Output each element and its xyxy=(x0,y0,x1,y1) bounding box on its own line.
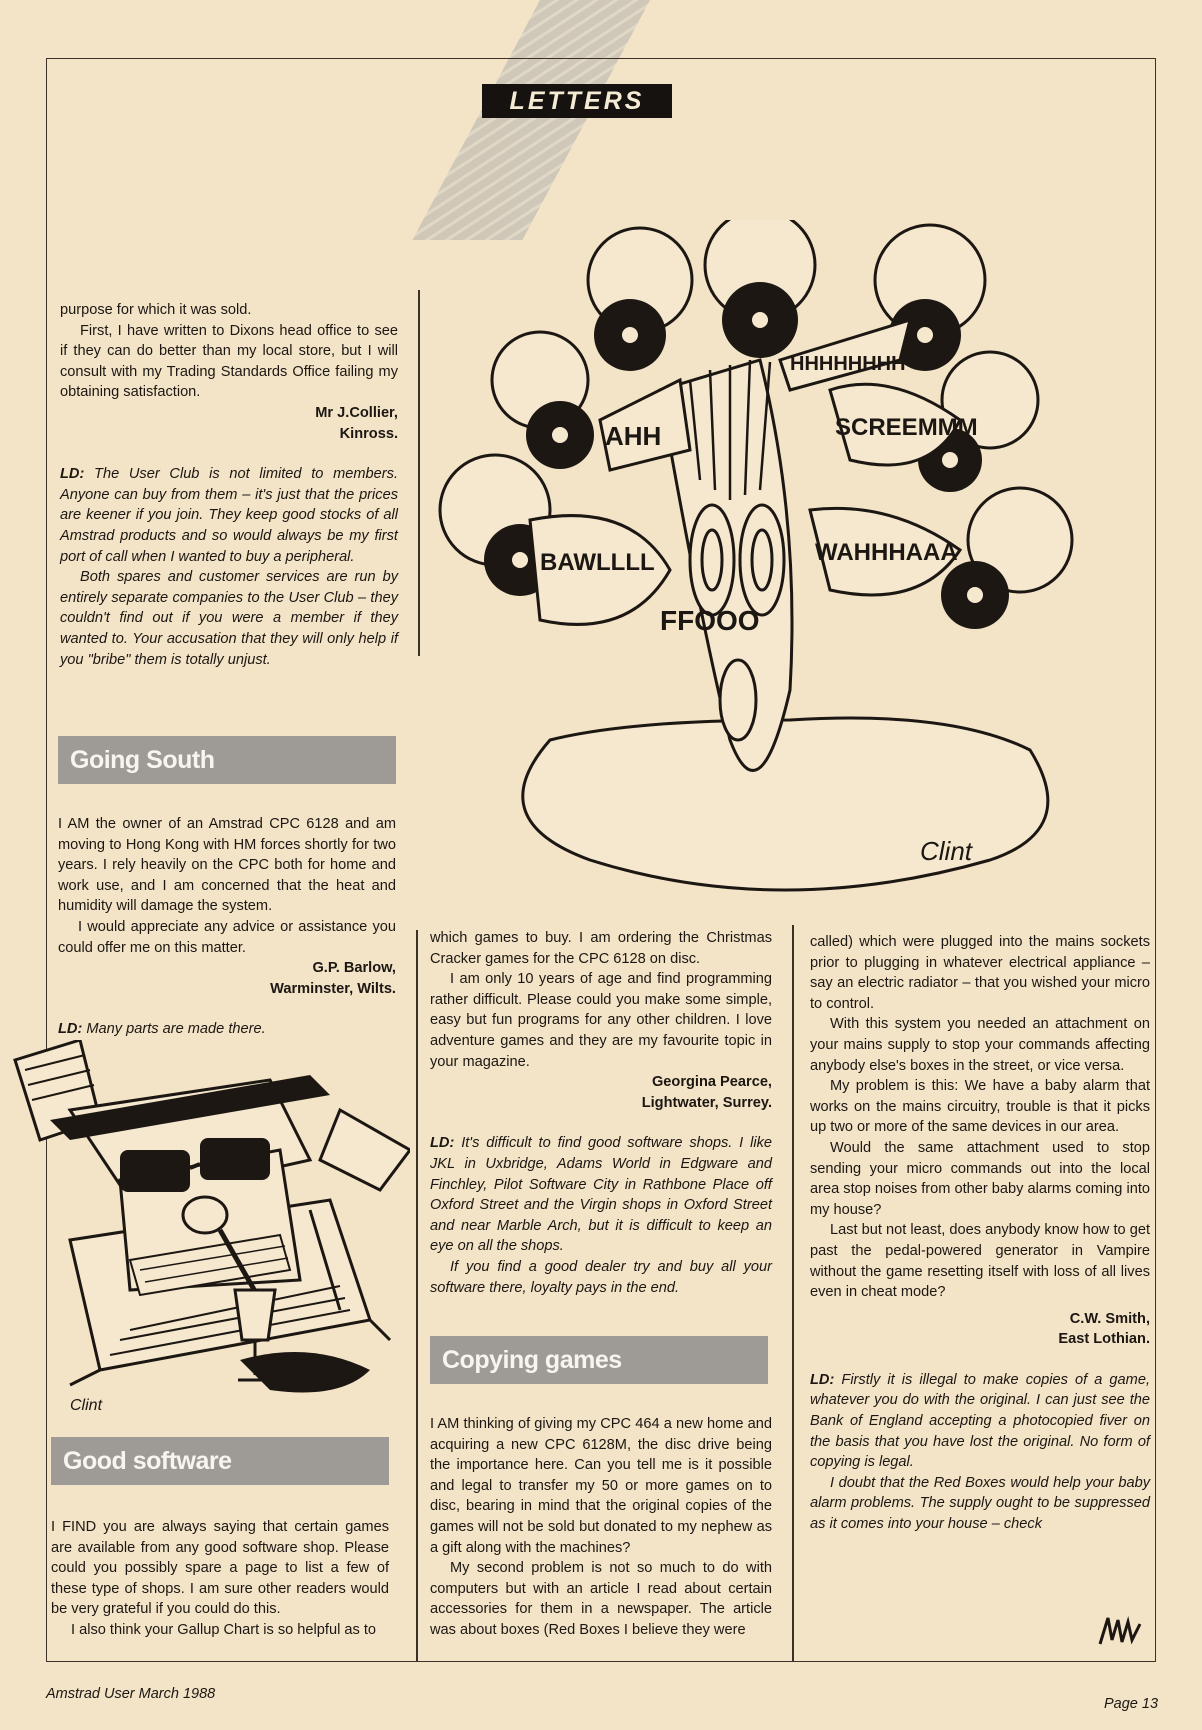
col1-paragraph: First, I have written to Dixons head office to see if they can do better than my local store, but I will consult with my Trading Standards Office failing my obtaining satisfaction. xyxy=(60,322,398,401)
column-rule xyxy=(418,290,420,656)
footer-publication: Amstrad User March 1988 xyxy=(46,1686,216,1702)
column-1-going-south xyxy=(58,814,396,1040)
letter-paragraph: With this system you needed an attachment on your mains supply to stop your commands affecting anybody else's boxes in the street, or vice versa. xyxy=(810,1016,1150,1074)
col1-paragraph: purpose for which it was sold. xyxy=(60,302,252,318)
editor-reply: LD: The User Club is not limited to members. Anyone can buy from them – it's just that the prices are keener if you join. They keep good stocks of all Amstrad products and so would always be my first port of call when I wanted to buy a peripheral. xyxy=(60,466,398,565)
section-banner: LETTERS xyxy=(482,84,672,118)
end-mark-icon xyxy=(1098,1614,1142,1648)
letter-paragraph: Would the same attachment used to stop sending your micro commands out into the local area stop noises from other baby alarms coming into my house? xyxy=(810,1139,1150,1218)
letter-paragraph: My problem is this: We have a baby alarm that works on the mains circuitry, trouble is that it picks up two or more of the same devices in our area. xyxy=(810,1078,1150,1136)
letter-paragraph: I FIND you are always saying that certain games are available from any good software shop. Please could you possibly spare a page to list a few of these type of shops. I am sure other readers would be very grateful if you could do this. xyxy=(51,1519,389,1618)
letter-signature-name: Mr J.Collier, xyxy=(315,404,398,421)
scream-word: HHHHHHHH xyxy=(790,353,906,375)
column-1 xyxy=(60,300,398,670)
beach-computer-illustration xyxy=(10,1040,410,1420)
column-2-copying xyxy=(430,1414,772,1641)
letter-paragraph: I also think your Gallup Chart is so helpful as to xyxy=(71,1621,377,1638)
editor-reply: Both spares and customer services are run by entirely separate companies to the User Club – they couldn't find out if you were a member if they wanted to. Your accusation that they will only help if you "bribe" them is totally unjust. xyxy=(60,569,398,668)
letter-signature-place: Lightwater, Surrey. xyxy=(641,1094,772,1111)
letter-signature-place: East Lothian. xyxy=(1058,1331,1150,1348)
heading-copying-games: Copying games xyxy=(430,1336,768,1384)
letter-paragraph: I would appreciate any advice or assistance you could offer me on this matter. xyxy=(58,918,396,956)
heading-good-software: Good software xyxy=(51,1437,389,1485)
letter-paragraph: My second problem is not so much to do with computers but with an article I read about certain accessories for them in a newspaper. The article was about boxes (Red Boxes I believe they were xyxy=(430,1560,772,1638)
letter-paragraph: I am only 10 years of age and find programming rather difficult. Please could you make some simple, easy but fun programs for any other children. I love adventure games and they are my favourite topic in your magazine. xyxy=(430,971,772,1070)
artist-signature: Clint xyxy=(920,836,973,866)
letter-paragraph: which games to buy. I am ordering the Christmas Cracker games for the CPC 6128 on disc. xyxy=(430,930,772,967)
heading-going-south: Going South xyxy=(58,736,396,784)
letter-signature-place: Warminster, Wilts. xyxy=(270,980,396,997)
editor-reply: LD: Firstly it is illegal to make copies of a game, whatever you do with the original. I can just see the Bank of England accepting a photocopied fiver on the basis that you have lost the original. No form of copying is legal. xyxy=(810,1371,1150,1471)
letter-paragraph: Last but not least, does anybody know how to get past the pedal-powered generator in Vampire without the game resetting itself with loss of all lives even in cheat mode? xyxy=(810,1222,1150,1301)
scream-word: FFOOO xyxy=(660,605,760,636)
letter-signature-name: C.W. Smith, xyxy=(1069,1310,1150,1327)
scream-word: SCREEMMM xyxy=(835,414,978,441)
scream-word: AHH xyxy=(605,421,662,451)
editor-reply: I doubt that the Red Boxes would help your baby alarm problems. The supply ought to be suppressed as it comes into your house – check xyxy=(810,1474,1150,1533)
letter-paragraph: I AM the owner of an Amstrad CPC 6128 and am moving to Hong Kong with HM forces shortly for two years. I rely heavily on the CPC both for home and work use, and I am concerned that the heat and humidity will damage the system. xyxy=(58,816,396,915)
letter-signature-name: Georgina Pearce, xyxy=(651,1074,772,1091)
letter-paragraph: I AM thinking of giving my CPC 464 a new home and acquiring a new CPC 6128M, the disc drive being the importance here. Can you tell me is it possible and legal to transfer my 50 or more games on to disc, bearing in mind that the original copies of the games will not be sold but donated to my nephew as a gift along with the machines? xyxy=(430,1416,772,1556)
editor-reply: LD: Many parts are made there. xyxy=(58,1021,266,1038)
column-rule xyxy=(792,925,794,1662)
editor-reply: If you find a good dealer try and buy all your software there, loyalty pays in the end. xyxy=(430,1258,772,1296)
column-3 xyxy=(810,932,1150,1535)
artist-signature: Clint xyxy=(70,1397,103,1414)
footer-page-number: Page 13 xyxy=(1104,1696,1159,1712)
scream-word: WAHHHAAA xyxy=(815,539,958,566)
editor-reply: LD: It's difficult to find good software shops. I like JKL in Uxbridge, Adams World in Edgware and Finchley, Pilot Software City in Rathbone Place off Oxford Street and the Virgin shops in Oxford Street and near Marble Arch, but it is difficult to keep an eye on all the shops. xyxy=(430,1135,772,1255)
screaming-babies-illustration xyxy=(430,220,1150,910)
column-rule xyxy=(416,930,418,1662)
letter-signature-place: Kinross. xyxy=(339,425,398,442)
column-1-good-software xyxy=(51,1517,389,1641)
scream-word: BAWLLLL xyxy=(540,549,655,576)
column-2 xyxy=(430,928,772,1298)
letter-signature-name: G.P. Barlow, xyxy=(312,960,396,977)
letter-paragraph: called) which were plugged into the mains sockets prior to plugging in whatever electrical appliance – say an electric radiator – that you wished your micro to control. xyxy=(810,934,1150,1012)
